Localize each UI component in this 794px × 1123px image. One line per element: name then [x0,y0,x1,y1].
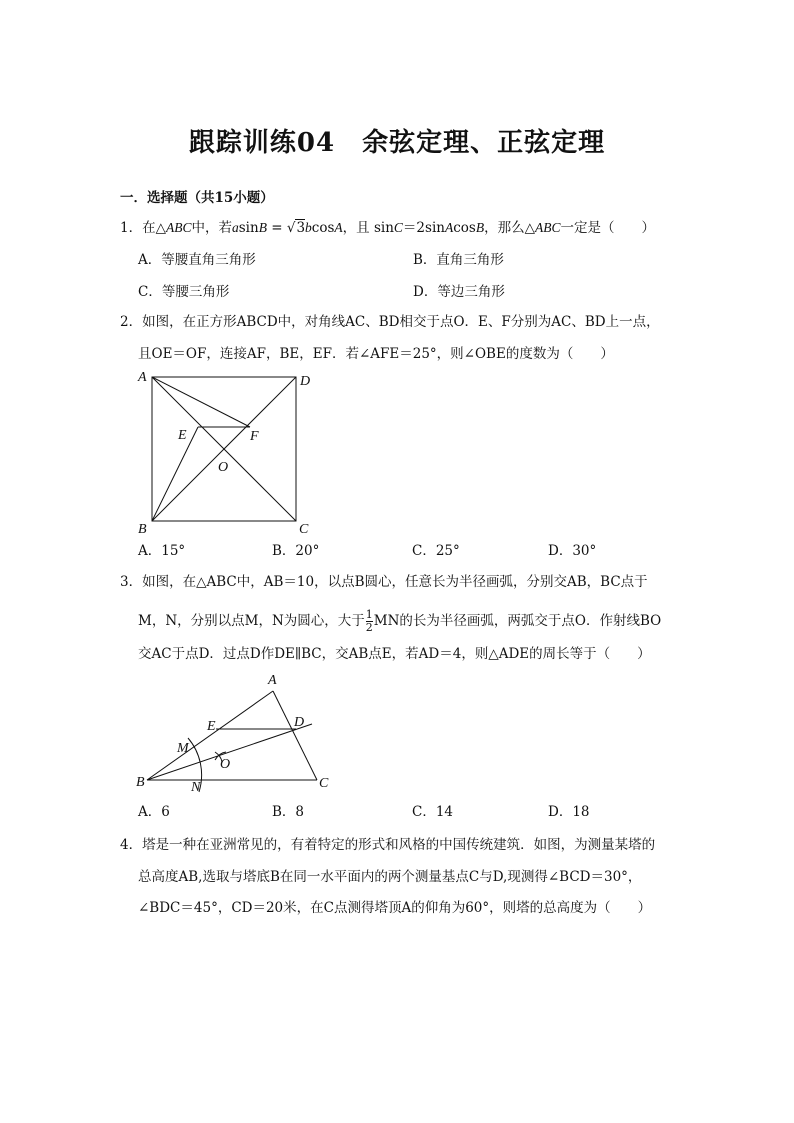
label-a: A [268,673,277,688]
question-4-line-3: ∠BDC＝45°，CD＝20米，在C点测得塔顶A的仰角为60°，则塔的总高度为（ ） [138,900,652,916]
section-heading: 一．选择题（共15小题） [120,190,274,206]
q1-option-a[interactable]: A．等腰直角三角形 [138,252,256,268]
q3-option-b[interactable]: B．8 [272,804,305,820]
q2-option-a[interactable]: A．15° [138,543,186,559]
q2-option-d[interactable]: D．30° [548,543,597,559]
question-3-line-1: 3．如图，在△ABC中，AB＝10，以点B圆心，任意长为半径画弧，分别交AB，BC点于 [120,574,648,590]
segment-be [152,427,198,521]
question-1-stem: 1．在△ABC中，若asinB = √3bcosA，且 sinC＝2sinAcosB，那么△ABC一定是（ ） [120,220,655,236]
question-4-line-1: 4．塔是一种在亚洲常见的，有着特定的形式和风格的中国传统建筑．如图，为测量某塔的 [120,837,656,853]
label-e: E [207,719,216,734]
fraction-one-half: $\frac{1}{2}$ [365,608,373,634]
q1-option-d[interactable]: D．等边三角形 [413,284,505,300]
q1-option-c[interactable]: C．等腰三角形 [138,284,230,300]
label-e: E [178,428,187,443]
side-ab [147,691,273,780]
label-c: C [319,776,329,791]
label-a: A [138,370,147,385]
q3-option-a[interactable]: A．6 [138,804,170,820]
page-title: 跟踪训练04 余弦定理、正弦定理 [188,128,606,158]
triangle-figure [147,691,317,792]
question-3-line-3: 交AC于点D．过点D作DE∥BC，交AB点E，若AD＝4，则△ADE的周长等于（ ） [138,646,651,662]
q2-option-c[interactable]: C．25° [412,543,460,559]
segment-af [152,377,250,427]
label-m: M [177,741,189,756]
q2-option-b[interactable]: B．20° [272,543,320,559]
question-2-line-1: 2．如图，在正方形ABCD中，对角线AC、BD相交于点O．E、F分别为AC、BD上一点， [120,314,660,330]
q3-option-d[interactable]: D．18 [548,804,590,820]
question-2-line-2: 且OE＝OF，连接AF，BE，EF．若∠AFE＝25°，则∠OBE的度数为（ ） [138,346,614,362]
label-d: D [300,374,311,389]
label-b: B [138,522,147,537]
label-b: B [136,775,145,790]
label-o: O [218,460,229,475]
question-3-line-2: M，N，分别以点M，N为圆心，大于 $\frac{1}{2}$ MN的长为半径画弧，两弧交于点O．作射线BO [138,608,662,634]
label-c: C [299,522,309,537]
question-4-line-2: 总高度AB,选取与塔底B在同一水平面内的两个测量基点C与D,现测得∠BCD＝30°， [138,869,642,885]
q3-option-c[interactable]: C．14 [412,804,454,820]
square-figure [152,377,296,521]
label-n: N [191,780,201,795]
label-o: O [220,757,231,772]
label-d: D [294,715,305,730]
q1-option-b[interactable]: B．直角三角形 [413,252,504,268]
label-f: F [250,429,259,444]
